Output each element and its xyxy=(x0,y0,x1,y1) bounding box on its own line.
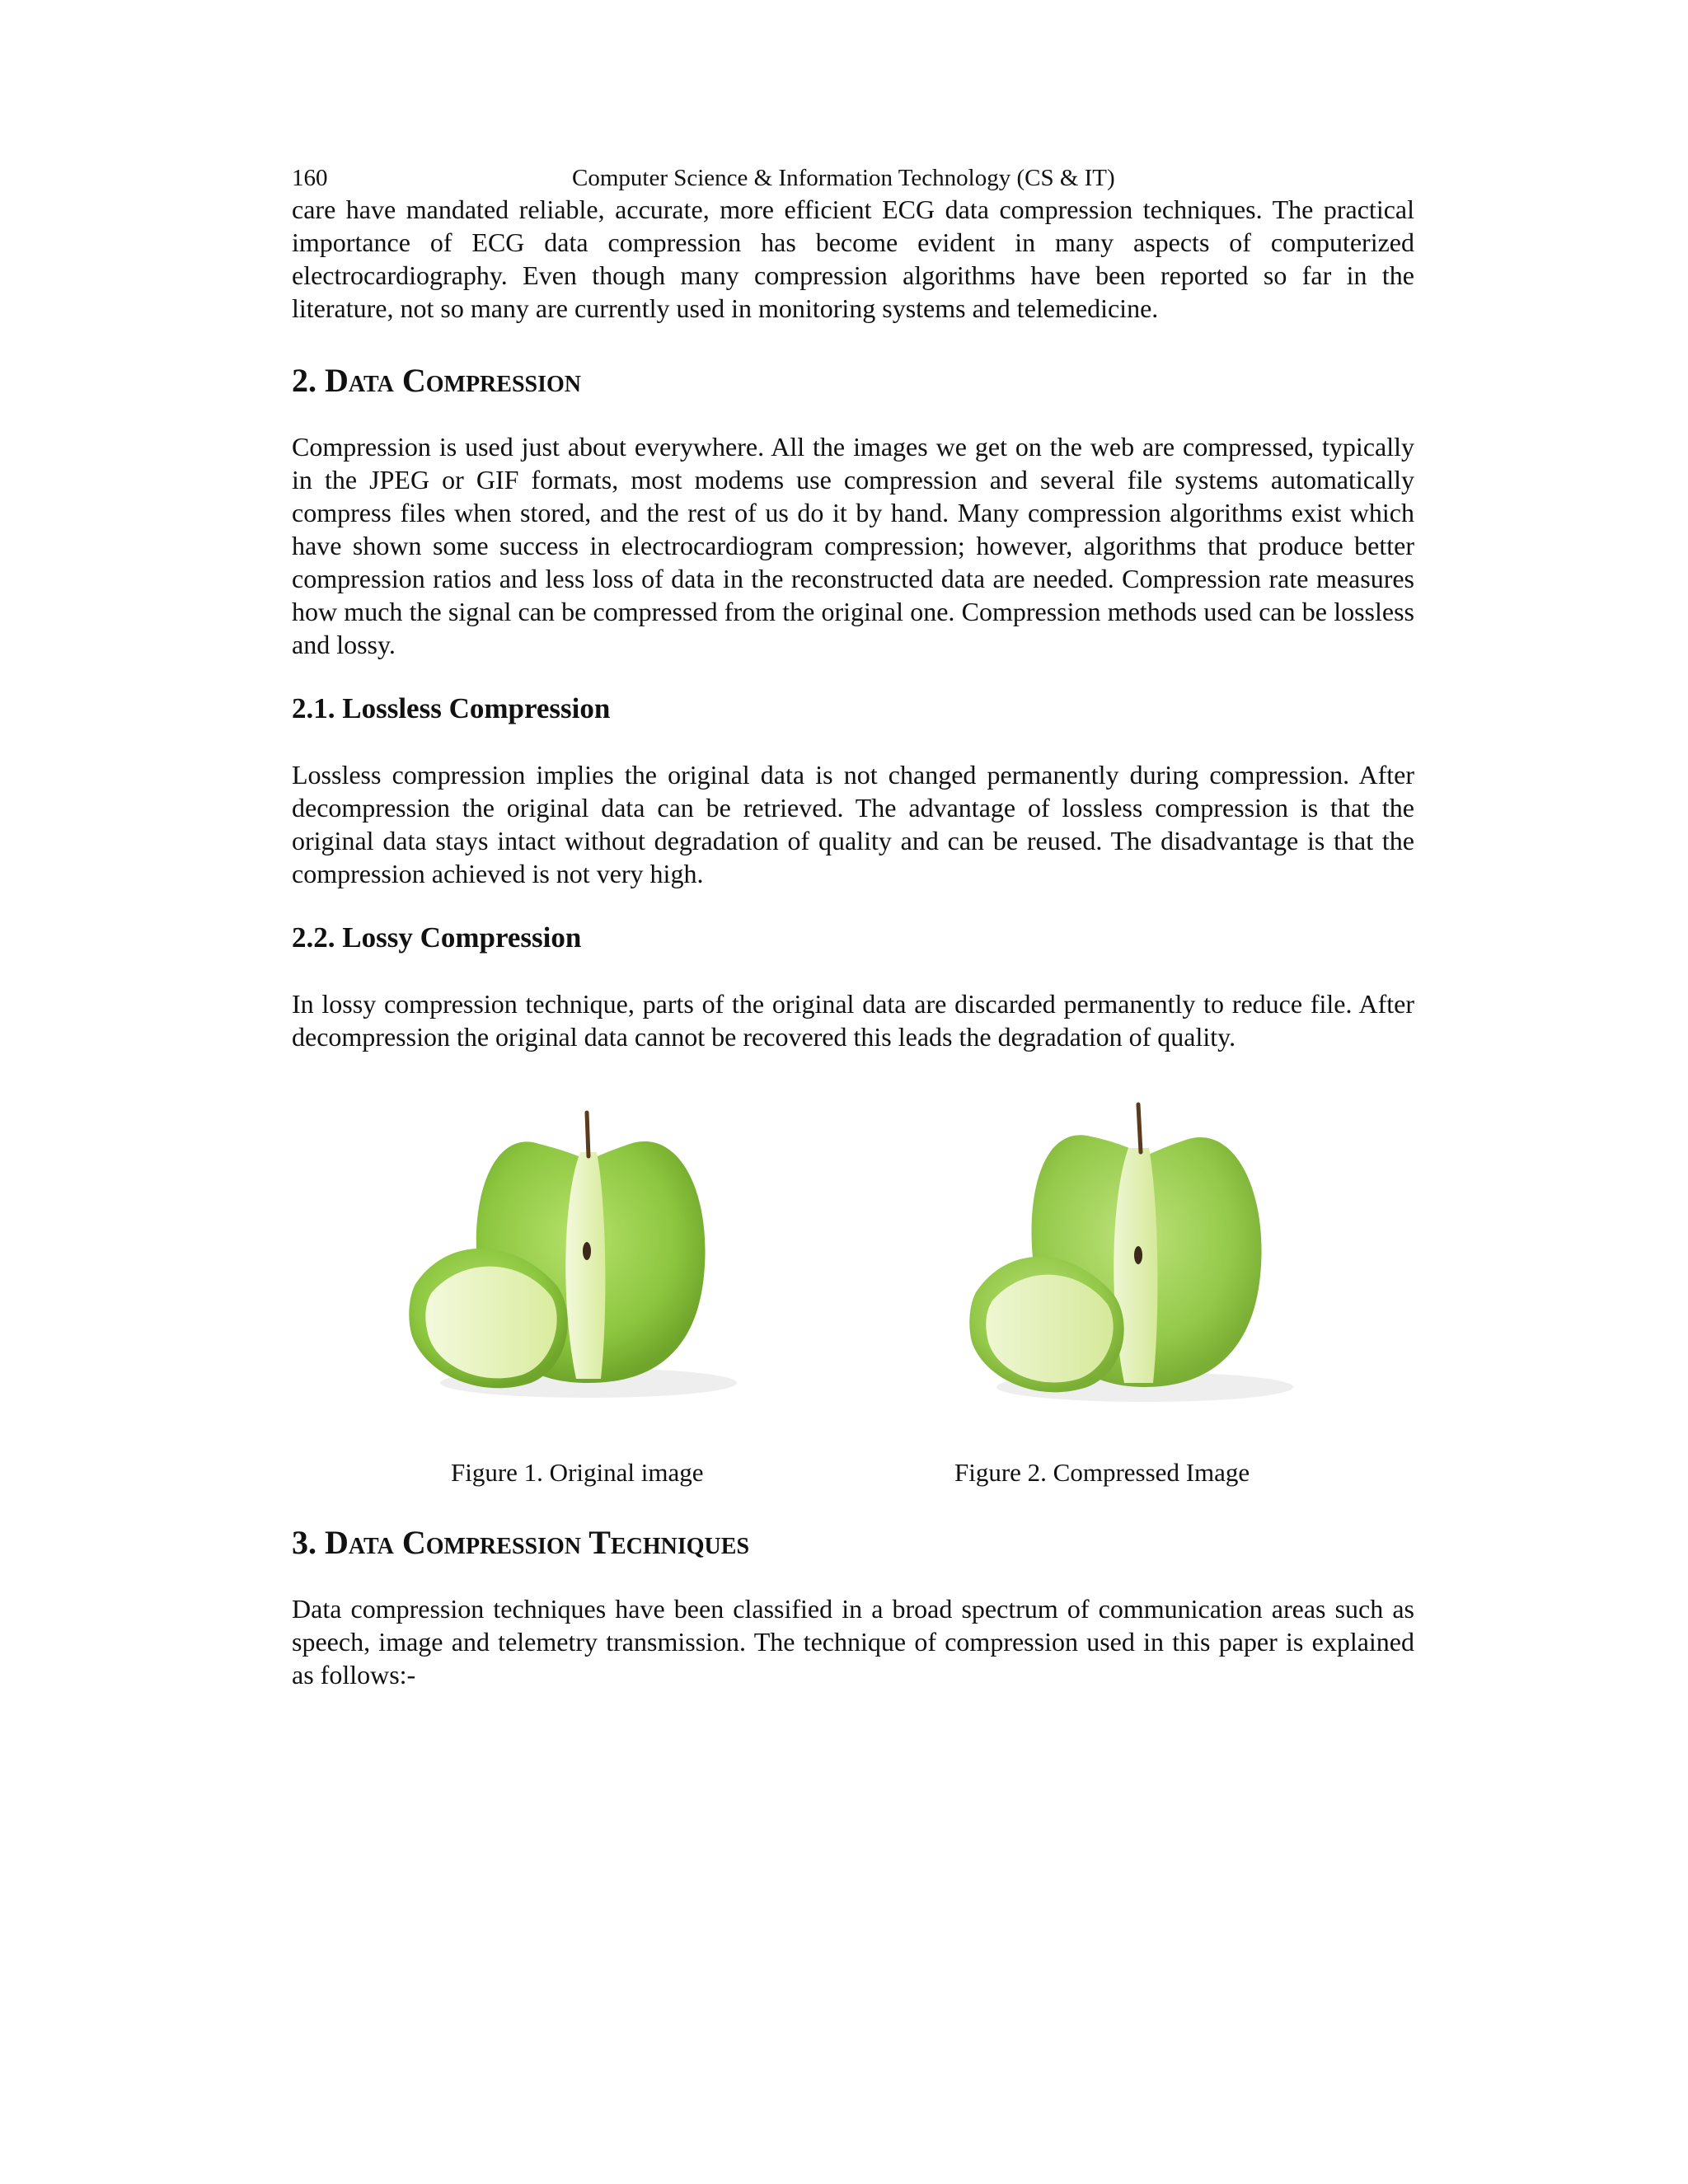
section-2-paragraph: Compression is used just about everywhere. All the images we get on the web are compressed, typically in the JPEG or GIF formats, most modems use compression and several file systems automatically compress files when stored, and the rest of us do it by hand. Many compression algorithms exist which have shown some success in electrocardiogram compression; however, algorithms that produce better compression ratios and less loss of data in the reconstructed data are needed. Compression rate measures how much the signal can be compressed from the original one. Compression methods used can be lossless and lossy. xyxy=(292,432,1414,659)
running-head xyxy=(292,163,1414,193)
section-3-title-t: T xyxy=(588,1524,611,1561)
section-2-2-paragraph: In lossy compression technique, parts of the original data are discarded permanently to reduce file. After decompression the original data cannot be recovered this leads the degradation of quality. xyxy=(292,989,1414,1052)
section-2-1-paragraph: Lossless compression implies the original data is not changed permanently during compression. After decompression the original data can be retrieved. The advantage of lossless compression is that the original data stays intact without degradation of quality and can be reused. The disadvantage is that the compression achieved is not very high. xyxy=(292,760,1414,888)
figure-1-caption: Figure 1. Original image xyxy=(451,1458,704,1487)
section-3-title-d: D xyxy=(325,1524,349,1561)
figure-2-compressed-image xyxy=(955,1094,1318,1424)
figure-1-original-image xyxy=(399,1094,762,1424)
section-2-2-heading: 2.2. Lossy Compression xyxy=(292,921,582,954)
section-2-title-ompression: ompression xyxy=(425,362,581,399)
section-3-title-echniques: echniques xyxy=(610,1524,750,1561)
section-3-number: 3. xyxy=(292,1524,316,1561)
section-2-title-ata: ata xyxy=(348,362,394,399)
intro-paragraph: care have mandated reliable, accurate, more efficient ECG data compression techniques. The practical importance of ECG data compression has become evident in many aspects of computerized electrocardiography. Even though many compression algorithms have been reported so far in the literature, not so many are currently used in monitoring systems and telemedicine. xyxy=(292,194,1414,323)
section-2-heading xyxy=(292,361,1414,401)
section-3-title-ompression: ompression xyxy=(425,1524,581,1561)
apple-compressed-image xyxy=(955,1094,1318,1424)
journal-title: Computer Science & Information Technology (CS & IT) xyxy=(572,165,1115,191)
section-3-paragraph: Data compression techniques have been classified in a broad spectrum of communication areas such as speech, image and telemetry transmission. The technique of compression used in this paper is explained as follows:- xyxy=(292,1594,1414,1690)
section-2-title-d: D xyxy=(325,362,349,399)
section-2-number: 2. xyxy=(292,362,316,399)
figures-row xyxy=(292,1094,1414,1523)
section-3-heading xyxy=(292,1523,1414,1563)
section-2-title-c: C xyxy=(401,362,426,399)
section-2-1-heading: 2.1. Lossless Compression xyxy=(292,692,611,724)
apple-original-image xyxy=(399,1094,762,1424)
page-number: 160 xyxy=(292,165,328,191)
section-3-title-c: C xyxy=(401,1524,426,1561)
figure-2-caption: Figure 2. Compressed Image xyxy=(954,1458,1250,1487)
paper-page xyxy=(292,163,1414,1691)
section-3-title-ata: ata xyxy=(348,1524,394,1561)
